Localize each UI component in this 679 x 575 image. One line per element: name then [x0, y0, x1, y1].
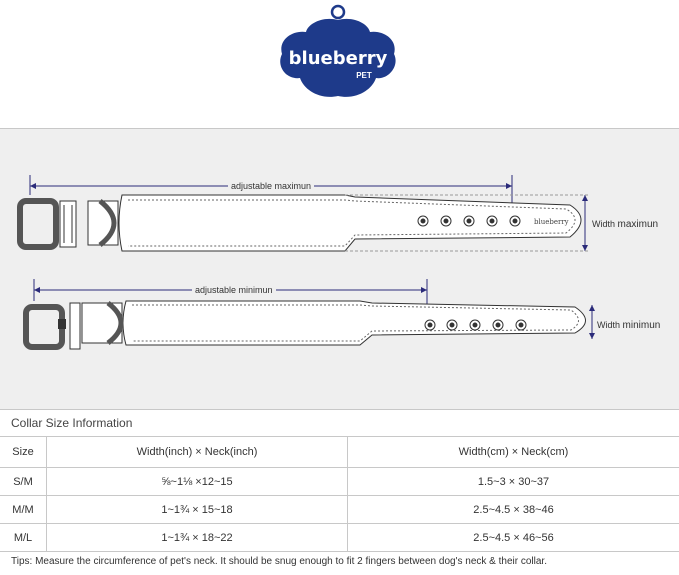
logo-sub-text: PET: [356, 71, 372, 80]
size-info-title: Collar Size Information: [11, 416, 133, 430]
row-inch: 1~1¾ × 18~22: [47, 524, 348, 552]
max-buckle-bar: [60, 201, 76, 247]
max-width-prefix: Width: [592, 219, 616, 229]
size-table-header: [0, 437, 679, 468]
row-size: M/L: [0, 524, 47, 552]
collar-drawings: [0, 129, 679, 409]
logo-tag-ring: [332, 6, 344, 18]
header-size: Size: [0, 437, 47, 468]
min-arrow-head-left: [34, 287, 40, 293]
collar-minimum: [26, 279, 595, 349]
row-cm: 2.5~4.5 × 38~46: [348, 496, 679, 524]
row-size: M/M: [0, 496, 47, 524]
max-arrow-label: adjustable maximun: [228, 181, 314, 191]
row-size: S/M: [0, 468, 47, 496]
row-cm: 2.5~4.5 × 46~56: [348, 524, 679, 552]
blueberry-pet-logo: [272, 2, 402, 104]
min-buckle: [26, 307, 62, 347]
header-inch: Width(inch) × Neck(inch): [47, 437, 348, 468]
row-cm: 1.5~3 × 30~37: [348, 468, 679, 496]
row-inch: 1~1¾ × 15~18: [47, 496, 348, 524]
size-table: [0, 436, 679, 552]
table-row: [0, 468, 679, 496]
logo-brand-text: blueberry: [288, 48, 388, 69]
row-inch: ⅝~1⅛ ×12~15: [47, 468, 348, 496]
max-tag-text: blueberry: [534, 218, 569, 226]
min-width-word: minimun: [622, 320, 661, 331]
max-width-word: maximun: [617, 219, 659, 230]
collar-diagram: [0, 128, 679, 410]
max-arrow-head-left: [30, 183, 36, 189]
table-row: [0, 496, 679, 524]
max-arrow-head-right: [506, 183, 512, 189]
min-arrow-label: adjustable minimun: [192, 285, 276, 295]
max-buckle: [20, 201, 56, 247]
tips-text: Tips: Measure the circumference of pet's neck. It should be snug enough to fit 2 fingers between dog's neck & their collar.: [11, 556, 547, 567]
max-width-label: [592, 219, 658, 230]
min-width-label: [597, 320, 660, 331]
min-width-prefix: Width: [597, 320, 621, 330]
table-row: [0, 524, 679, 552]
header-cm: Width(cm) × Neck(cm): [348, 437, 679, 468]
min-arrow-head-right: [421, 287, 427, 293]
